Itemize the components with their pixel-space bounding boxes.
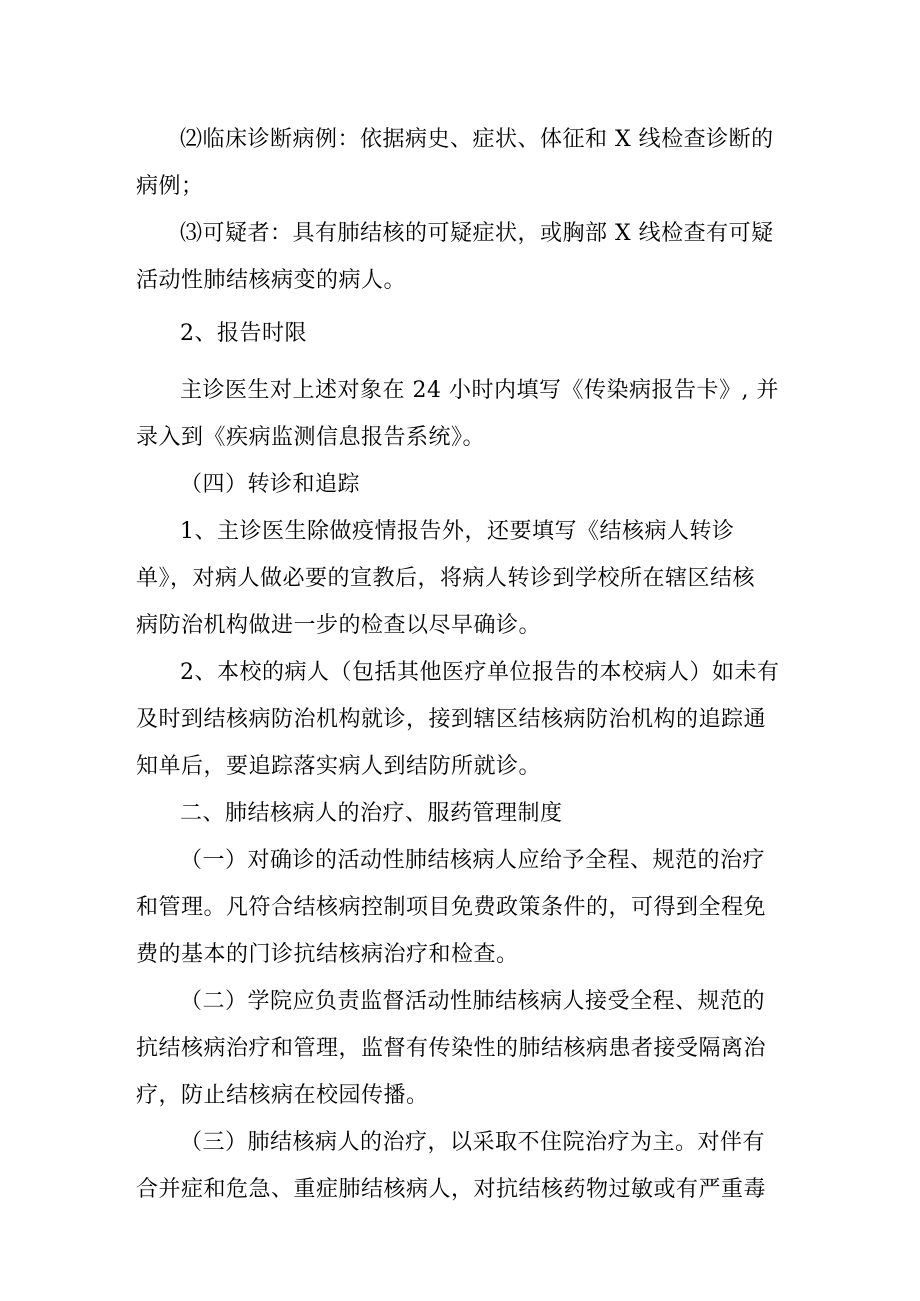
text-line: 录入到《疾病监测信息报告系统》。	[136, 425, 486, 450]
text-line: （二）学院应负责监督活动性肺结核病人接受全程、规范的	[180, 989, 766, 1014]
section-heading-treatment-management	[136, 790, 792, 837]
text-line: 2、本校的病人（包括其他医疗单位报告的本校病人）如未有	[180, 660, 780, 685]
paragraph-report-within-24h	[136, 367, 792, 461]
text-line: 活动性肺结核病变的病人。	[136, 268, 407, 293]
paragraph-treatment-1	[136, 837, 792, 978]
text-line: 费的基本的门诊抗结核病治疗和检查。	[136, 942, 519, 967]
text-line: 疗，防止结核病在校园传播。	[136, 1083, 429, 1108]
text-line: （四）转诊和追踪	[180, 472, 361, 497]
section-heading-report-deadline	[136, 310, 792, 357]
paragraph-tracking	[136, 649, 792, 790]
text-line: 2、报告时限	[180, 321, 307, 346]
paragraph-suspected-case	[136, 210, 792, 304]
text-line: 单》，对病人做必要的宣教后，将病人转诊到学校所在辖区结核	[136, 566, 756, 591]
text-line: 病防治机构做进一步的检查以尽早确诊。	[136, 613, 542, 638]
paragraph-treatment-3	[136, 1119, 792, 1213]
section-heading-referral-tracking	[136, 461, 792, 508]
paragraph-treatment-2	[136, 978, 792, 1119]
text-line: 抗结核病治疗和管理，监督有传染性的肺结核病患者接受隔离治	[136, 1036, 767, 1061]
text-line: 及时到结核病防治机构就诊，接到辖区结核病防治机构的追踪通	[136, 707, 767, 732]
text-line: 1、主诊医生除做疫情报告外，还要填写《结核病人转诊	[180, 519, 735, 544]
paragraph-clinical-diagnosis	[136, 116, 792, 210]
text-line: 二、肺结核病人的治疗、服药管理制度	[180, 801, 563, 826]
text-line: ⑶可疑者：具有肺结核的可疑症状，或胸部 X 线检查有可疑	[180, 221, 774, 246]
text-line: ⑵临床诊断病例：依据病史、症状、体征和 X 线检查诊断的	[180, 127, 774, 152]
text-line: 知单后，要追踪落实病人到结防所就诊。	[136, 754, 542, 779]
text-line: （三）肺结核病人的治疗，以采取不住院治疗为主。对伴有	[180, 1130, 766, 1155]
text-line: 主诊医生对上述对象在 24 小时内填写《传染病报告卡》, 并	[180, 378, 779, 403]
paragraph-referral	[136, 508, 792, 649]
text-line: （一）对确诊的活动性肺结核病人应给予全程、规范的治疗	[180, 848, 766, 873]
document-body	[136, 116, 792, 1213]
text-line: 和管理。凡符合结核病控制项目免费政策条件的，可得到全程免	[136, 895, 767, 920]
text-line: 合并症和危急、重症肺结核病人，对抗结核药物过敏或有严重毒	[136, 1177, 767, 1202]
text-line: 病例；	[136, 174, 204, 199]
